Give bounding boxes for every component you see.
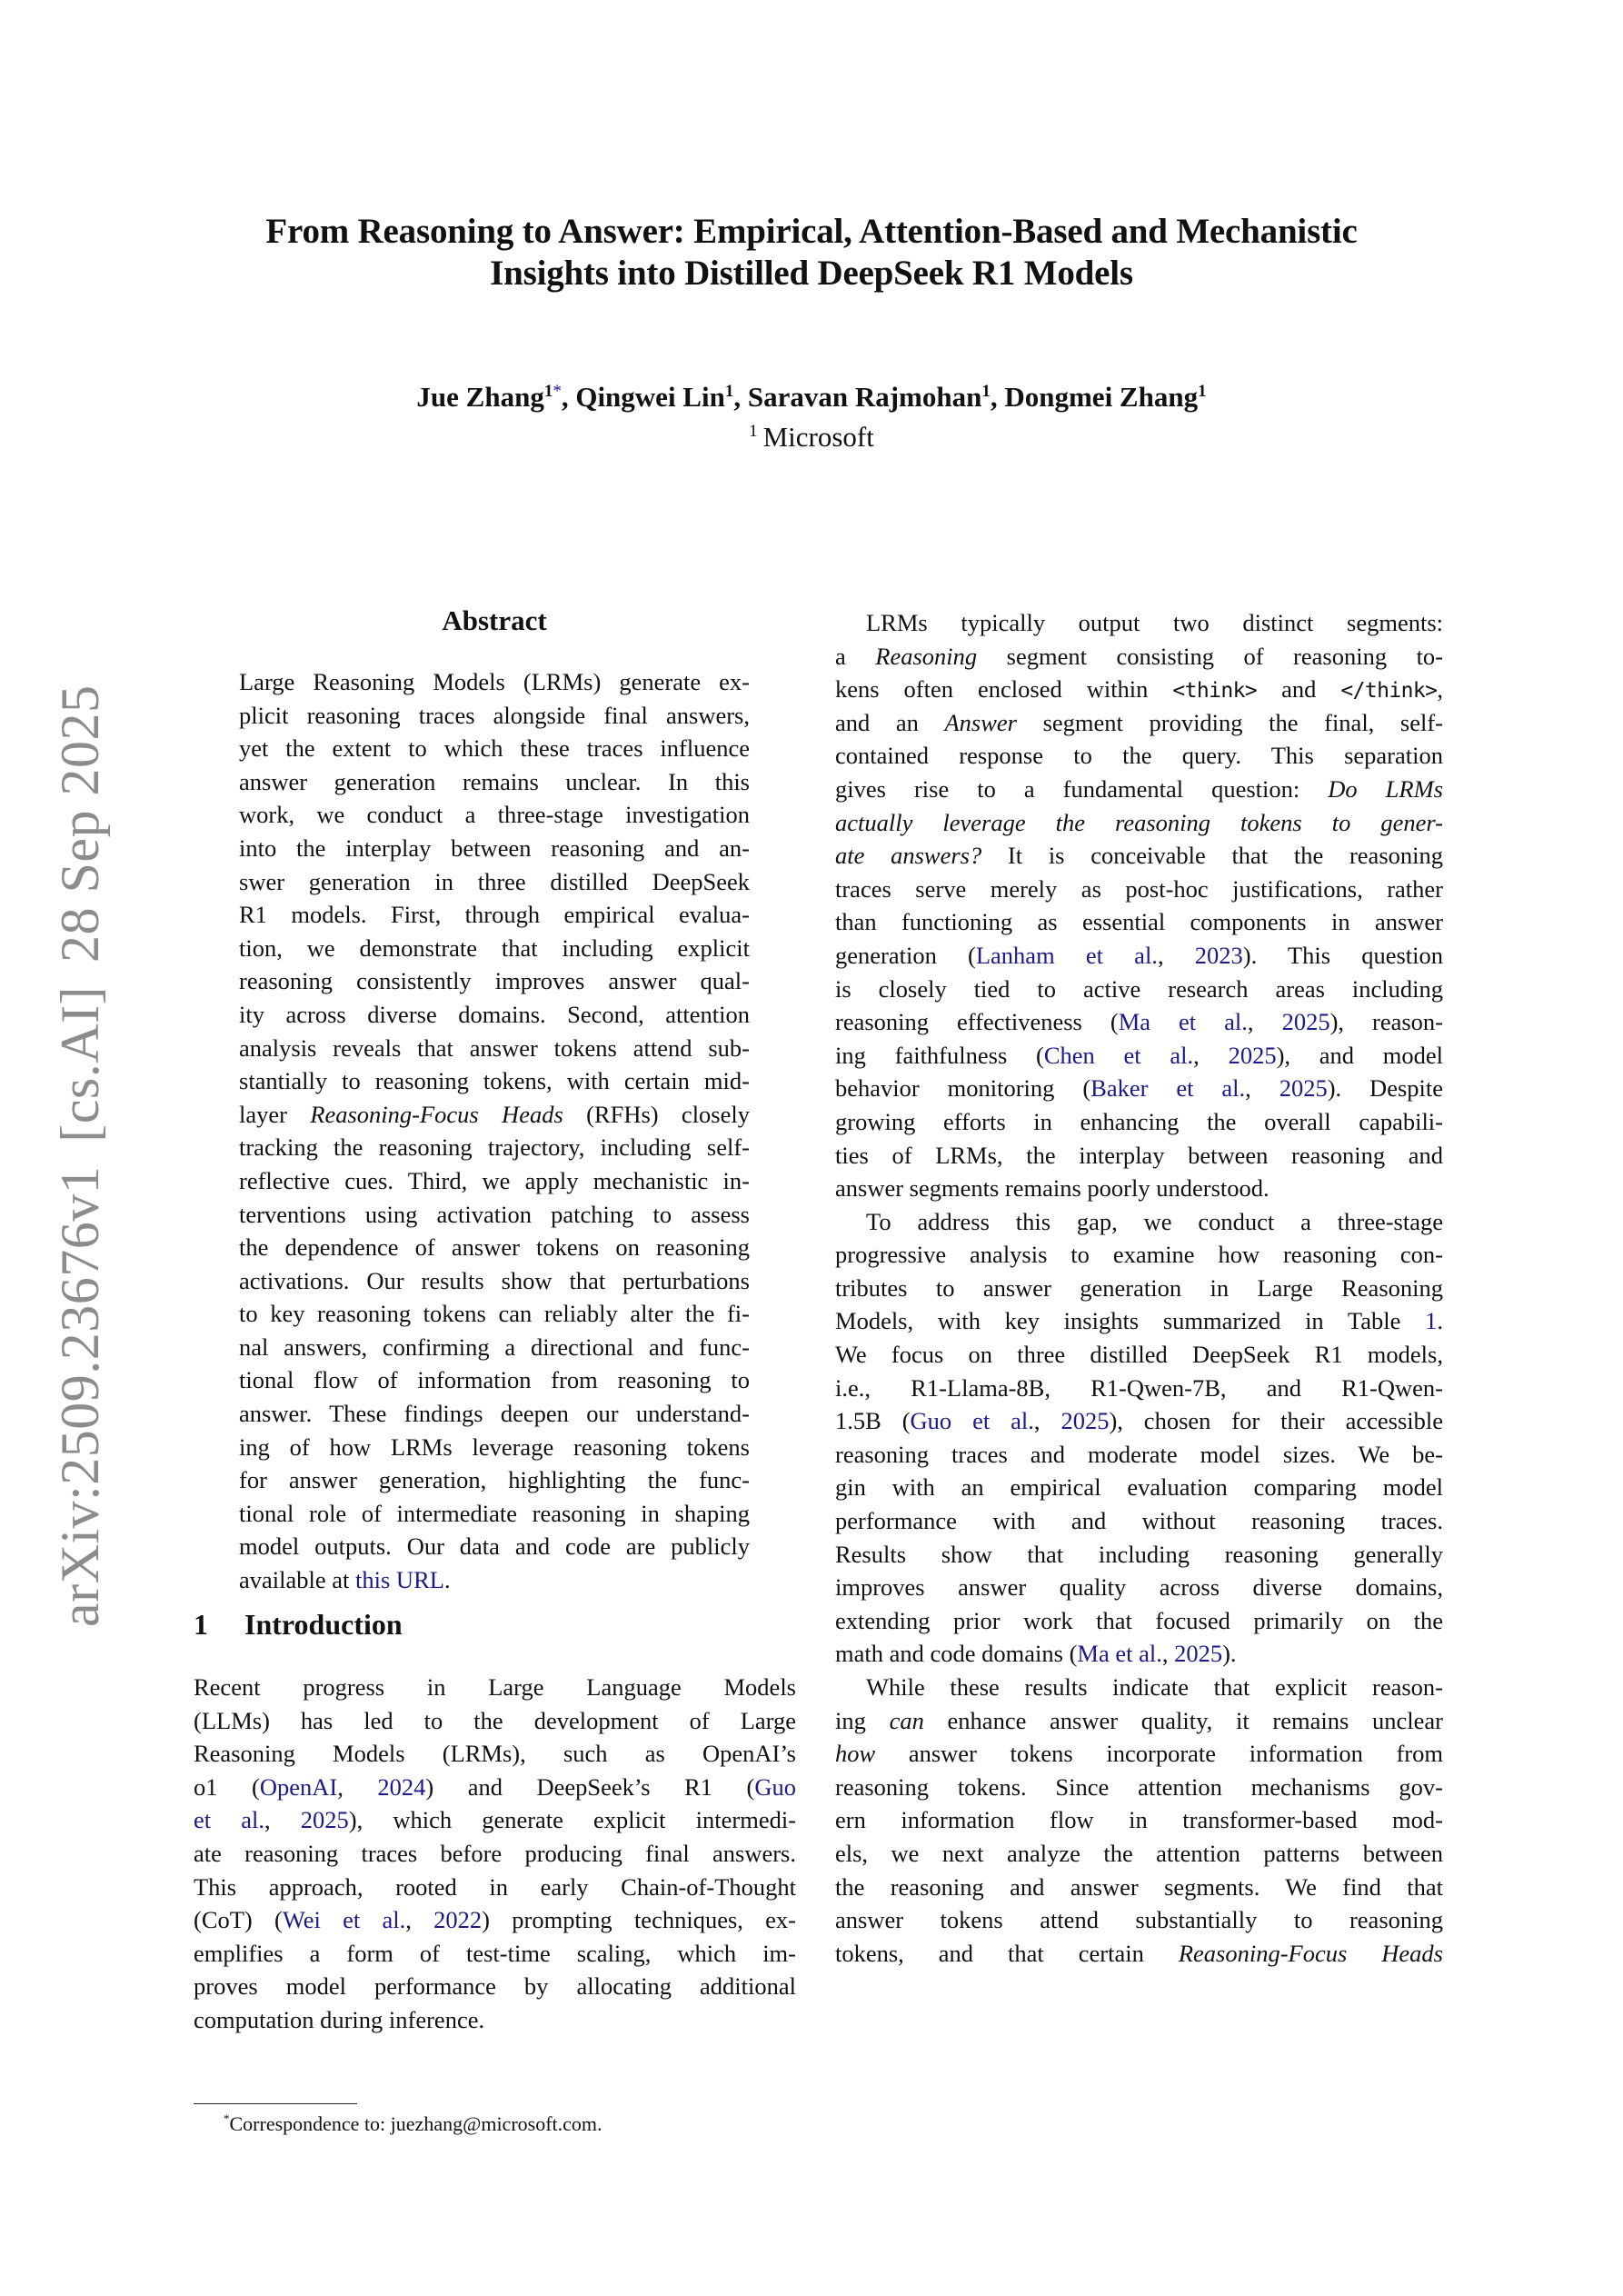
arxiv-stamp — [50, 684, 110, 1627]
text-line: the dependence of answer tokens on reasoning — [239, 1233, 750, 1262]
text-line: answer tokens attend substantially to reasoning — [835, 1906, 1443, 1934]
paper-title — [0, 211, 1623, 294]
text-line: available at this URL. — [239, 1566, 451, 1594]
text-line: nal answers, confirming a directional and func- — [239, 1333, 750, 1361]
text-line: into the interplay between reasoning and an- — [239, 834, 750, 862]
text-line: computation during inference. — [194, 2005, 485, 2033]
section-title: Introduction — [244, 1608, 403, 1641]
arxiv-id: arXiv:2509.23676v1 — [50, 1165, 110, 1627]
text-line: ern information flow in transformer-based mod- — [835, 1806, 1443, 1834]
text-line: how answer tokens incorporate information from — [835, 1740, 1443, 1768]
text-line: ing of how LRMs leverage reasoning tokens — [239, 1433, 750, 1461]
text-line: progressive analysis to examine how reasoning con- — [835, 1241, 1443, 1269]
text-line: generation (Lanham et al., 2023). This question — [835, 941, 1444, 969]
arxiv-category: [cs.AI] — [50, 985, 110, 1143]
abstract-body — [239, 665, 750, 1597]
citation-link[interactable]: 2025 — [300, 1806, 349, 1834]
text-line: Large Reasoning Models (LRMs) generate ex- — [239, 668, 750, 695]
text-line: yet the extent to which these traces influence — [239, 734, 750, 763]
text-line: tributes to answer generation in Large Reasoning — [835, 1273, 1443, 1302]
text-line: tional flow of information from reasoning to — [239, 1366, 750, 1394]
arxiv-date: 28 Sep 2025 — [50, 684, 110, 963]
code-token: <think> — [1172, 679, 1258, 704]
text-line: ties of LRMs, the interplay between reasoning and — [835, 1141, 1443, 1169]
citation-link[interactable]: et al. — [194, 1806, 264, 1834]
corresponding-author-link[interactable]: * — [553, 382, 562, 401]
abstract-heading: Abstract — [442, 604, 547, 636]
text-line: tracking the reasoning trajectory, including self- — [239, 1133, 750, 1162]
text-line: To address this gap, we conduct a three-stage — [866, 1207, 1443, 1235]
text-line: plicit reasoning traces alongside final answers, — [239, 701, 750, 729]
text-line: work, we conduct a three-stage investigation — [239, 801, 750, 829]
text-line: tional role of intermediate reasoning in shaping — [239, 1499, 750, 1527]
citation-link[interactable]: Lanham et al. — [975, 941, 1158, 969]
introduction-left-column — [194, 1671, 796, 2037]
text-line: ing can enhance answer quality, it remains unclear — [835, 1706, 1443, 1734]
text-line: terventions using activation patching to assess — [239, 1200, 750, 1228]
text-line: extending prior work that focused primarily on the — [835, 1606, 1443, 1634]
text-line: (CoT) (Wei et al., 2022) prompting techniques, ex- — [194, 1906, 796, 1934]
author-name: Dongmei Zhang — [1004, 381, 1199, 413]
text-line: ing faithfulness (Chen et al., 2025), and model — [835, 1041, 1444, 1069]
text-line: Reasoning Models (LRMs), such as OpenAI’s — [194, 1740, 796, 1768]
text-line: improves answer quality across diverse domains, — [835, 1573, 1443, 1602]
text-line: reasoning consistently improves answer qual- — [239, 967, 750, 995]
text-line: stantially to reasoning tokens, with certain mid- — [239, 1067, 750, 1095]
text-line: a Reasoning segment consisting of reasoning to- — [835, 642, 1444, 670]
text-line: Results show that including reasoning generally — [835, 1540, 1443, 1568]
citation-link[interactable]: Baker et al. — [1090, 1074, 1246, 1103]
text-line: tion, we demonstrate that including explicit — [239, 933, 750, 962]
author-affiliation-mark: 1 — [543, 382, 553, 401]
text-line: behavior monitoring (Baker et al., 2025). Despite — [835, 1074, 1444, 1103]
text-line: layer Reasoning-Focus Heads (RFHs) closely — [239, 1100, 750, 1128]
text-line: reflective cues. Third, we apply mechanistic in- — [239, 1166, 750, 1194]
citation-link[interactable]: 2022 — [433, 1906, 483, 1934]
text-line: gives rise to a fundamental question: Do LRMs — [835, 774, 1443, 803]
text-line: reasoning tokens. Since attention mechanisms gov- — [835, 1772, 1443, 1801]
text-line: model outputs. Our data and code are publicly — [239, 1532, 750, 1561]
citation-link[interactable]: Guo — [754, 1772, 796, 1801]
introduction-right-column — [835, 606, 1443, 1970]
citation-link[interactable]: Ma et al. — [1118, 1008, 1248, 1036]
text-line: ate answers? It is conceivable that the reasoning — [835, 842, 1443, 870]
text-line: traces serve merely as post-hoc justifications, rather — [835, 874, 1443, 903]
text-line: R1 models. First, through empirical evalua- — [239, 901, 750, 929]
text-line: LRMs typically output two distinct segments: — [866, 609, 1443, 636]
citation-link[interactable]: 2025 — [1279, 1074, 1328, 1103]
text-line: actually leverage the reasoning tokens to gener- — [835, 808, 1443, 836]
author-list: Jue Zhang$^{1*}$, Qingwei Lin$^1$, Saravan Rajmohan$^1$, Dongmei Zhang$^1$ — [416, 381, 1207, 413]
text-line: (LLMs) has led to the development of Large — [194, 1706, 796, 1734]
author-affiliation-mark: 1 — [1198, 382, 1207, 401]
citation-link[interactable]: 2025 — [1174, 1640, 1223, 1668]
text-line: contained response to the query. This separation — [835, 742, 1443, 770]
citation-link[interactable]: 2023 — [1194, 941, 1243, 969]
text-line: performance with and without reasoning traces. — [835, 1507, 1443, 1535]
title-line-1: From Reasoning to Answer: Empirical, Attention-Based and Mechanistic — [265, 212, 1358, 251]
text-line: growing efforts in enhancing the overall capabili- — [835, 1107, 1443, 1135]
citation-link[interactable]: OpenAI — [259, 1772, 338, 1801]
title-line-2: Insights into Distilled DeepSeek R1 Models — [490, 254, 1133, 293]
affiliation-name: Microsoft — [762, 421, 874, 453]
text-line: We focus on three distilled DeepSeek R1 models, — [835, 1341, 1443, 1369]
text-line: This approach, rooted in early Chain-of-Thought — [194, 1872, 796, 1901]
text-line: et al., 2025), which generate explicit intermedi- — [194, 1806, 797, 1834]
code-token: </think> — [1340, 679, 1438, 704]
citation-link[interactable]: 2024 — [377, 1772, 426, 1801]
text-line: tokens, and that certain Reasoning-Focus Heads — [835, 1939, 1443, 1967]
citation-link[interactable]: Ma et al. — [1077, 1640, 1162, 1668]
text-line: than functioning as essential components in answer — [835, 908, 1443, 936]
table-reference-link[interactable]: 1 — [1425, 1307, 1438, 1335]
citation-link[interactable]: 2025 — [1281, 1008, 1330, 1036]
text-line: emplifies a form of test-time scaling, which im- — [194, 1939, 796, 1967]
text-line: reasoning traces and moderate model sizes. We be- — [835, 1440, 1443, 1468]
text-line: While these results indicate that explicit reason- — [866, 1673, 1443, 1701]
text-line: activations. Our results show that perturbations — [239, 1266, 750, 1294]
text-line: ate reasoning traces before producing final answers. — [194, 1839, 796, 1867]
text-line: els, we next analyze the attention patterns between — [835, 1839, 1443, 1867]
section-heading-introduction — [194, 1606, 403, 1642]
text-line: 1.5B (Guo et al., 2025), chosen for their accessible — [835, 1407, 1444, 1435]
text-line: ity across diverse domains. Second, attention — [239, 1000, 750, 1028]
text-line: proves model performance by allocating additional — [194, 1972, 796, 2001]
footnote-text: Correspondence to: juezhang@microsoft.com. — [229, 2112, 602, 2135]
text-line: swer generation in three distilled DeepSeek — [239, 867, 750, 895]
author-name: Qingwei Lin — [575, 381, 725, 413]
text-line: for answer generation, highlighting the func- — [239, 1466, 750, 1494]
text-line: gin with an empirical evaluation comparing model — [835, 1473, 1443, 1502]
code-url-link[interactable]: this URL — [355, 1566, 444, 1594]
text-line: reasoning effectiveness (Ma et al., 2025), reason- — [835, 1008, 1444, 1036]
footnote-mark: * — [224, 2111, 230, 2125]
text-line: the reasoning and answer segments. We find that — [835, 1872, 1443, 1901]
text-line: answer generation remains unclear. In this — [239, 767, 750, 795]
text-line: answer segments remains poorly understood. — [835, 1174, 1270, 1203]
author-affiliation-mark: 1 — [724, 382, 734, 401]
text-line: is closely tied to active research areas including — [835, 974, 1443, 1003]
text-line: answer. These findings deepen our understand- — [239, 1400, 750, 1428]
text-line: i.e., R1-Llama-8B, R1-Qwen-7B, and R1-Qwen- — [835, 1373, 1443, 1402]
section-number: 1 — [194, 1608, 208, 1641]
citation-link[interactable]: Guo et al. — [910, 1407, 1034, 1435]
citation-link[interactable]: 2025 — [1060, 1407, 1110, 1435]
text-line: math and code domains (Ma et al., 2025). — [835, 1640, 1237, 1668]
affiliation-number: 1 — [749, 422, 758, 441]
affiliation — [0, 420, 1623, 454]
author-affiliation-mark: 1 — [981, 382, 991, 401]
text-line: kens often enclosed within <think> and </think>, — [835, 675, 1444, 704]
text-line: analysis reveals that answer tokens attend sub- — [239, 1033, 750, 1062]
text-line: Recent progress in Large Language Models — [194, 1673, 796, 1701]
text-line: Models, with key insights summarized in Table 1. — [835, 1307, 1443, 1335]
footnote — [224, 2111, 602, 2138]
footnote-rule — [194, 2103, 357, 2104]
author-name: Jue Zhang — [416, 381, 544, 413]
text-line: o1 (OpenAI, 2024) and DeepSeek’s R1 (Guo — [194, 1772, 796, 1801]
citation-link[interactable]: Chen et al. — [1043, 1041, 1194, 1069]
text-line: and an Answer segment providing the final, self- — [835, 708, 1443, 736]
text-line: to key reasoning tokens can reliably alter the fi- — [239, 1300, 750, 1328]
citation-link[interactable]: Wei et al. — [282, 1906, 406, 1934]
citation-link[interactable]: 2025 — [1228, 1041, 1277, 1069]
author-name: Saravan Rajmohan — [747, 381, 982, 413]
